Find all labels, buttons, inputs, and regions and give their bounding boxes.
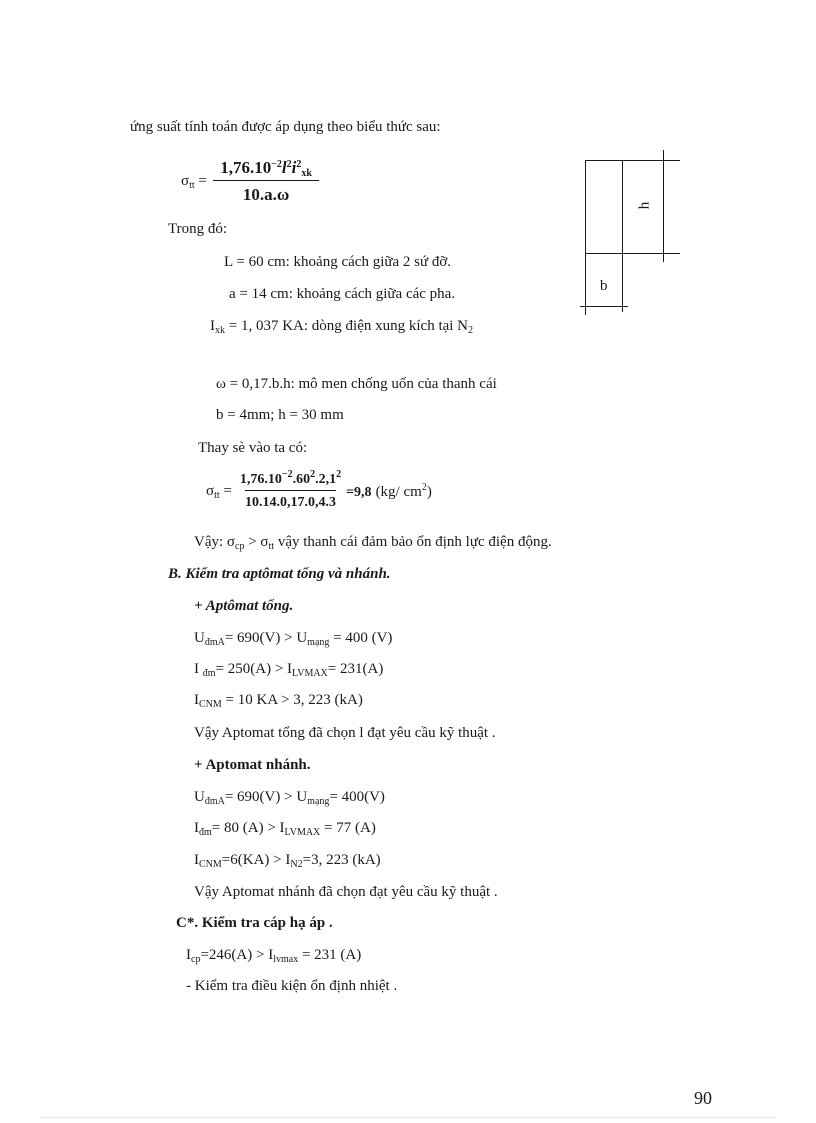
tong-conclusion: Vậy Aptomat tổng đã chọn l đạt yêu cầu kỹ thuật . — [194, 725, 496, 741]
page-number: 90 — [694, 1088, 712, 1108]
subheading-aptomat-nhanh: + Aptomat nhánh. — [194, 757, 311, 773]
formula2-denominator: 10.14.0,17.0,4.3 — [245, 490, 336, 511]
tong-breaking-current-check: $I_{CNM} = 10$ KA > 3, 223 (kA) — [194, 692, 363, 710]
nhanh-voltage-check: $U_{đmA}= 690(V) > U_{mạng}= 400(V)$ — [194, 789, 385, 807]
section-b-heading: B. Kiểm tra aptômat tổng và nhánh. — [168, 566, 391, 582]
formula1-denominator: 10.a.ω — [213, 180, 319, 205]
intro-text: ứng suất tính toán được áp dụng theo biểu thức sau: — [130, 119, 441, 135]
formula2-result: =9,8 (kg/ $cm^2$) — [346, 481, 432, 500]
formula1-numerator: $1,76.10^{-2}l^2i^2_{xk}$ — [220, 158, 312, 179]
dim-h-label: h — [636, 201, 653, 210]
formula-sigma-tt — [181, 158, 319, 205]
diagram-left-edge — [585, 160, 586, 254]
formula2-lhs: $\sigma_{tt}$ = — [206, 483, 232, 501]
trong-do-label: Trong đó: — [168, 221, 228, 237]
formula1-lhs: $\sigma_{tt}$ = — [181, 173, 207, 191]
dim-h-bottom-extension — [622, 253, 680, 254]
definition-Ixk: $I_{xk} = 1$, 037 KA: dòng điện xung kích tại $N_2$ — [210, 318, 474, 336]
dim-b-label: b — [600, 278, 608, 294]
definition-b-h: b = 4mm; h = 30 mm — [216, 407, 344, 423]
nhanh-breaking-current-check: $I_{CNM}=6(KA) > I_{N2}=3$, 223 (kA) — [194, 852, 381, 870]
definition-omega: ω = 0,17.b.h: mô men chống uốn của thanh cái — [216, 376, 497, 392]
definition-a: a = 14 cm: khoảng cách giữa các pha. — [229, 286, 456, 302]
dim-b-line — [580, 306, 628, 307]
tong-voltage-check: $U_{đmA}= 690(V) > U_{mạng} = 400$ (V) — [194, 630, 393, 648]
dim-h-line — [663, 150, 664, 262]
footer-divider — [40, 1117, 776, 1118]
diagram-top-edge — [585, 160, 622, 161]
nhanh-conclusion: Vậy Aptomat nhánh đã chọn đạt yêu cầu kỹ thuật . — [194, 884, 498, 900]
dim-h-top-extension — [622, 160, 680, 161]
definition-L: L = 60 cm: khoảng cách giữa 2 sứ đỡ. — [224, 254, 452, 270]
diagram-bottom-edge — [585, 253, 622, 254]
section-c-heading: C*. Kiểm tra cáp hạ áp . — [176, 915, 333, 931]
cable-current-check: $I_{cp}=246(A) > I_{lvmax} = 231$ (A) — [186, 947, 362, 965]
thermal-stability-note: - Kiểm tra điều kiện ổn định nhiệt . — [186, 978, 398, 994]
formula2-numerator: $1,76.10^{-2}.60^2.2,1^2$ — [239, 469, 342, 487]
substitution-label: Thay sè vào ta có: — [198, 440, 308, 456]
nhanh-current-check: $I_{đm}= 80$ $(A) > I_{LVMAX} = 77$ (A) — [194, 820, 376, 838]
tong-current-check: I $_{đm}= 250(A) > I_{LVMAX}= 231(A)$ — [194, 661, 384, 679]
conclusion-busbar: Vậy: $\sigma_{cp} > \sigma_{tt}$ vậy thanh cái đảm bảo ổn định lực điện động. — [194, 534, 552, 552]
formula-sigma-tt-numeric — [206, 469, 432, 511]
subheading-aptomat-tong: + Aptômat tổng. — [194, 598, 294, 614]
diagram-right-edge — [622, 160, 623, 312]
